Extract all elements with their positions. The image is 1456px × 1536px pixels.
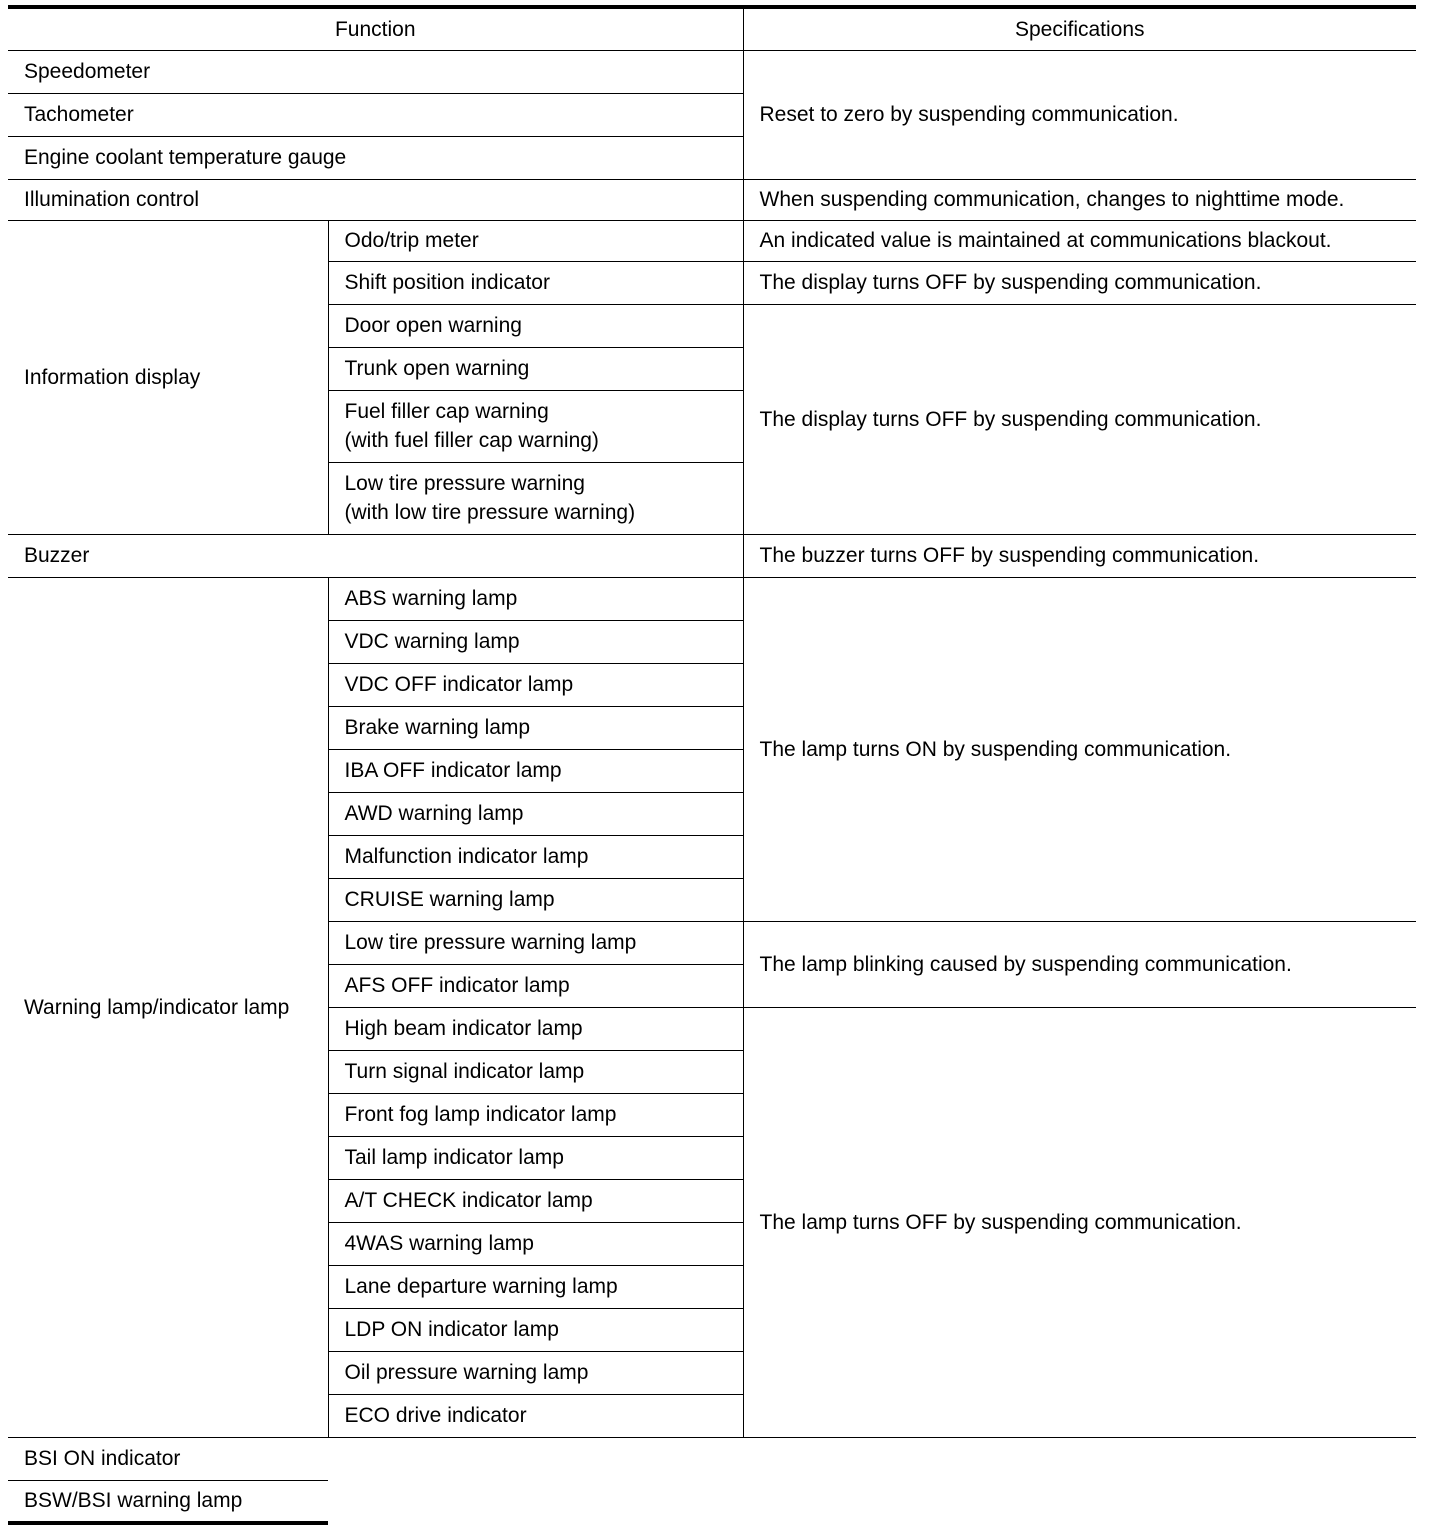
sub-function-cell: BSI ON indicator [8, 1437, 328, 1480]
sub-function-cell: Fuel filler cap warning (with fuel filler cap warning) [328, 390, 743, 462]
sub-function-cell: ABS warning lamp [328, 577, 743, 620]
specification-cell: An indicated value is maintained at communications blackout. [743, 220, 1416, 261]
function-group-cell: Information display [8, 220, 328, 534]
table-body [8, 50, 1416, 1523]
sub-function-cell: High beam indicator lamp [328, 1007, 743, 1050]
table-row [8, 534, 1416, 577]
function-group-cell: Warning lamp/indicator lamp [8, 577, 328, 1437]
specification-cell: The lamp blinking caused by suspending communication. [743, 921, 1416, 1007]
sub-function-cell: Odo/trip meter [328, 220, 743, 261]
specification-cell: The lamp turns OFF by suspending communication. [743, 1007, 1416, 1437]
sub-function-cell: Low tire pressure warning lamp [328, 921, 743, 964]
function-cell: Speedometer [8, 50, 743, 93]
function-cell: Illumination control [8, 179, 743, 220]
header-function: Function [8, 7, 743, 50]
sub-function-cell: VDC warning lamp [328, 620, 743, 663]
sub-function-cell: Low tire pressure warning (with low tire pressure warning) [328, 462, 743, 534]
sub-function-cell: CRUISE warning lamp [328, 878, 743, 921]
specification-cell: Reset to zero by suspending communication. [743, 50, 1416, 179]
table-row [8, 220, 1416, 261]
sub-function-cell: A/T CHECK indicator lamp [328, 1179, 743, 1222]
sub-function-cell: Tail lamp indicator lamp [328, 1136, 743, 1179]
sub-function-cell: IBA OFF indicator lamp [328, 749, 743, 792]
sub-function-cell: AWD warning lamp [328, 792, 743, 835]
sub-function-cell: LDP ON indicator lamp [328, 1308, 743, 1351]
table-row [8, 577, 1416, 620]
sub-function-cell: Trunk open warning [328, 347, 743, 390]
sub-function-cell: VDC OFF indicator lamp [328, 663, 743, 706]
specification-cell: The buzzer turns OFF by suspending communication. [743, 534, 1416, 577]
table-row [8, 179, 1416, 220]
function-specifications-table [8, 5, 1416, 1525]
specification-cell: When suspending communication, changes to nighttime mode. [743, 179, 1416, 220]
specification-cell: The lamp turns ON by suspending communication. [743, 577, 1416, 921]
table-row [8, 50, 1416, 93]
sub-function-cell: Brake warning lamp [328, 706, 743, 749]
sub-function-cell: Door open warning [328, 304, 743, 347]
function-cell: Engine coolant temperature gauge [8, 136, 743, 179]
function-cell: Buzzer [8, 534, 743, 577]
sub-function-cell: Oil pressure warning lamp [328, 1351, 743, 1394]
sub-function-cell: 4WAS warning lamp [328, 1222, 743, 1265]
sub-function-cell: Lane departure warning lamp [328, 1265, 743, 1308]
sub-function-cell: BSW/BSI warning lamp [8, 1480, 328, 1523]
header-specifications: Specifications [743, 7, 1416, 50]
specification-cell: The display turns OFF by suspending communication. [743, 261, 1416, 304]
table-row [8, 1480, 1416, 1523]
sub-function-cell: Malfunction indicator lamp [328, 835, 743, 878]
specification-cell: The display turns OFF by suspending communication. [743, 304, 1416, 534]
sub-function-cell: Turn signal indicator lamp [328, 1050, 743, 1093]
function-cell: Tachometer [8, 93, 743, 136]
table-header-row [8, 7, 1416, 50]
sub-function-cell: ECO drive indicator [328, 1394, 743, 1437]
table-row [8, 1437, 1416, 1480]
sub-function-cell: Front fog lamp indicator lamp [328, 1093, 743, 1136]
sub-function-cell: AFS OFF indicator lamp [328, 964, 743, 1007]
sub-function-cell: Shift position indicator [328, 261, 743, 304]
